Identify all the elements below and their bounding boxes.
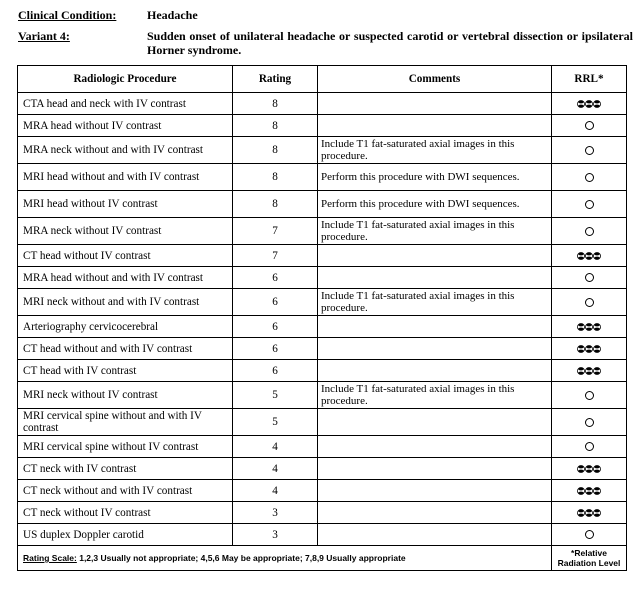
radiation-none-icon [585, 298, 594, 307]
clinical-condition-label: Clinical Condition: [18, 8, 117, 22]
rating-cell: 6 [233, 338, 318, 360]
procedure-cell: CT head without IV contrast [18, 245, 233, 267]
rrl-cell [552, 524, 627, 546]
comment-cell: Include T1 fat-saturated axial images in this procedure. [318, 137, 552, 164]
comment-cell [318, 502, 552, 524]
rating-cell: 7 [233, 218, 318, 245]
rating-cell: 6 [233, 289, 318, 316]
rating-cell: 4 [233, 436, 318, 458]
rrl-note-line1: *Relative [571, 548, 607, 558]
procedure-cell: MRA neck without IV contrast [18, 218, 233, 245]
clinical-condition-value: Headache [147, 8, 198, 22]
radiation-none-icon [585, 442, 594, 451]
rrl-cell [552, 115, 627, 137]
table-row [18, 137, 627, 164]
rating-scale-label: Rating Scale: [23, 553, 77, 563]
procedure-cell: CT neck without and with IV contrast [18, 480, 233, 502]
procedure-cell: CT head with IV contrast [18, 360, 233, 382]
procedure-cell: CT neck with IV contrast [18, 458, 233, 480]
rating-cell: 7 [233, 245, 318, 267]
comment-cell [318, 524, 552, 546]
rrl-cell [552, 218, 627, 245]
table-row [18, 480, 627, 502]
rrl-legend-note [552, 546, 627, 571]
radiation-none-icon [585, 418, 594, 427]
rating-cell: 8 [233, 191, 318, 218]
procedure-cell: MRI head without IV contrast [18, 191, 233, 218]
clinical-condition-header [18, 8, 633, 23]
table-row [18, 245, 627, 267]
procedure-cell: Arteriography cervicocerebral [18, 316, 233, 338]
rrl-cell [552, 316, 627, 338]
radiation-3-icon [577, 250, 601, 262]
table-row [18, 164, 627, 191]
radiation-3-icon [577, 365, 601, 377]
comment-cell [318, 316, 552, 338]
comment-cell [318, 409, 552, 436]
rating-cell: 3 [233, 524, 318, 546]
rating-cell: 5 [233, 409, 318, 436]
radiation-none-icon [585, 227, 594, 236]
table-header-row [18, 66, 627, 93]
radiation-none-icon [585, 200, 594, 209]
radiation-3-icon [577, 343, 601, 355]
rrl-cell [552, 480, 627, 502]
rating-scale-text: 1,2,3 Usually not appropriate; 4,5,6 May be appropriate; 7,8,9 Usually appropriate [76, 553, 406, 563]
procedure-cell: CT head without and with IV contrast [18, 338, 233, 360]
radiation-3-icon [577, 98, 601, 110]
comment-cell [318, 458, 552, 480]
rrl-cell [552, 338, 627, 360]
column-header-comments: Comments [318, 66, 552, 93]
comment-cell [318, 267, 552, 289]
variant-description: Sudden onset of unilateral headache or suspected carotid or vertebral dissection or ipsilateral Horner syndrome. [147, 29, 633, 57]
comment-cell [318, 245, 552, 267]
rating-cell: 6 [233, 360, 318, 382]
procedure-cell: MRA head without IV contrast [18, 115, 233, 137]
rating-cell: 4 [233, 480, 318, 502]
rating-cell: 4 [233, 458, 318, 480]
procedure-cell: MRI cervical spine without and with IV contrast [18, 409, 233, 436]
rrl-cell [552, 245, 627, 267]
rating-cell: 6 [233, 316, 318, 338]
comment-cell: Perform this procedure with DWI sequences. [318, 191, 552, 218]
column-header-rrl: RRL* [552, 66, 627, 93]
comment-cell: Include T1 fat-saturated axial images in this procedure. [318, 289, 552, 316]
procedures-table [17, 65, 627, 571]
variant-label: Variant 4: [18, 29, 70, 43]
rrl-cell [552, 164, 627, 191]
rating-cell: 8 [233, 164, 318, 191]
table-row [18, 115, 627, 137]
radiation-none-icon [585, 121, 594, 130]
rrl-cell [552, 289, 627, 316]
comment-cell [318, 115, 552, 137]
rrl-cell [552, 93, 627, 115]
radiation-none-icon [585, 273, 594, 282]
comment-cell: Include T1 fat-saturated axial images in this procedure. [318, 382, 552, 409]
table-row [18, 191, 627, 218]
procedure-cell: MRA neck without and with IV contrast [18, 137, 233, 164]
radiation-3-icon [577, 463, 601, 475]
procedure-cell: MRA head without and with IV contrast [18, 267, 233, 289]
rating-cell: 3 [233, 502, 318, 524]
table-row [18, 93, 627, 115]
rating-cell: 5 [233, 382, 318, 409]
radiation-none-icon [585, 146, 594, 155]
rrl-cell [552, 137, 627, 164]
rrl-cell [552, 458, 627, 480]
procedure-cell: MRI head without and with IV contrast [18, 164, 233, 191]
variant-header [18, 29, 633, 59]
table-footer-row [18, 546, 627, 571]
radiation-3-icon [577, 507, 601, 519]
table-row [18, 458, 627, 480]
table-row [18, 524, 627, 546]
comment-cell [318, 93, 552, 115]
radiation-3-icon [577, 321, 601, 333]
procedure-cell: CT neck without IV contrast [18, 502, 233, 524]
procedure-cell: US duplex Doppler carotid [18, 524, 233, 546]
radiation-none-icon [585, 530, 594, 539]
table-row [18, 289, 627, 316]
column-header-rating: Rating [233, 66, 318, 93]
procedure-cell: MRI neck without and with IV contrast [18, 289, 233, 316]
table-row [18, 267, 627, 289]
rating-cell: 8 [233, 115, 318, 137]
comment-cell: Perform this procedure with DWI sequences. [318, 164, 552, 191]
rrl-cell [552, 382, 627, 409]
procedure-cell: MRI neck without IV contrast [18, 382, 233, 409]
rrl-cell [552, 502, 627, 524]
rrl-cell [552, 409, 627, 436]
rating-cell: 8 [233, 137, 318, 164]
procedure-cell: MRI cervical spine without IV contrast [18, 436, 233, 458]
radiation-none-icon [585, 173, 594, 182]
comment-cell: Include T1 fat-saturated axial images in this procedure. [318, 218, 552, 245]
comment-cell [318, 436, 552, 458]
table-row [18, 360, 627, 382]
radiation-none-icon [585, 391, 594, 400]
table-row [18, 218, 627, 245]
rrl-cell [552, 191, 627, 218]
rrl-note-line2: Radiation Level [557, 558, 621, 568]
comment-cell [318, 480, 552, 502]
rating-cell: 6 [233, 267, 318, 289]
table-row [18, 338, 627, 360]
table-row [18, 436, 627, 458]
procedure-cell: CTA head and neck with IV contrast [18, 93, 233, 115]
column-header-procedure: Radiologic Procedure [18, 66, 233, 93]
table-row [18, 409, 627, 436]
comment-cell [318, 338, 552, 360]
comment-cell [318, 360, 552, 382]
rrl-cell [552, 436, 627, 458]
rrl-cell [552, 360, 627, 382]
radiation-3-icon [577, 485, 601, 497]
table-body [18, 93, 627, 546]
rating-cell: 8 [233, 93, 318, 115]
rating-scale-note [18, 546, 552, 571]
table-row [18, 502, 627, 524]
table-row [18, 382, 627, 409]
table-row [18, 316, 627, 338]
rrl-cell [552, 267, 627, 289]
